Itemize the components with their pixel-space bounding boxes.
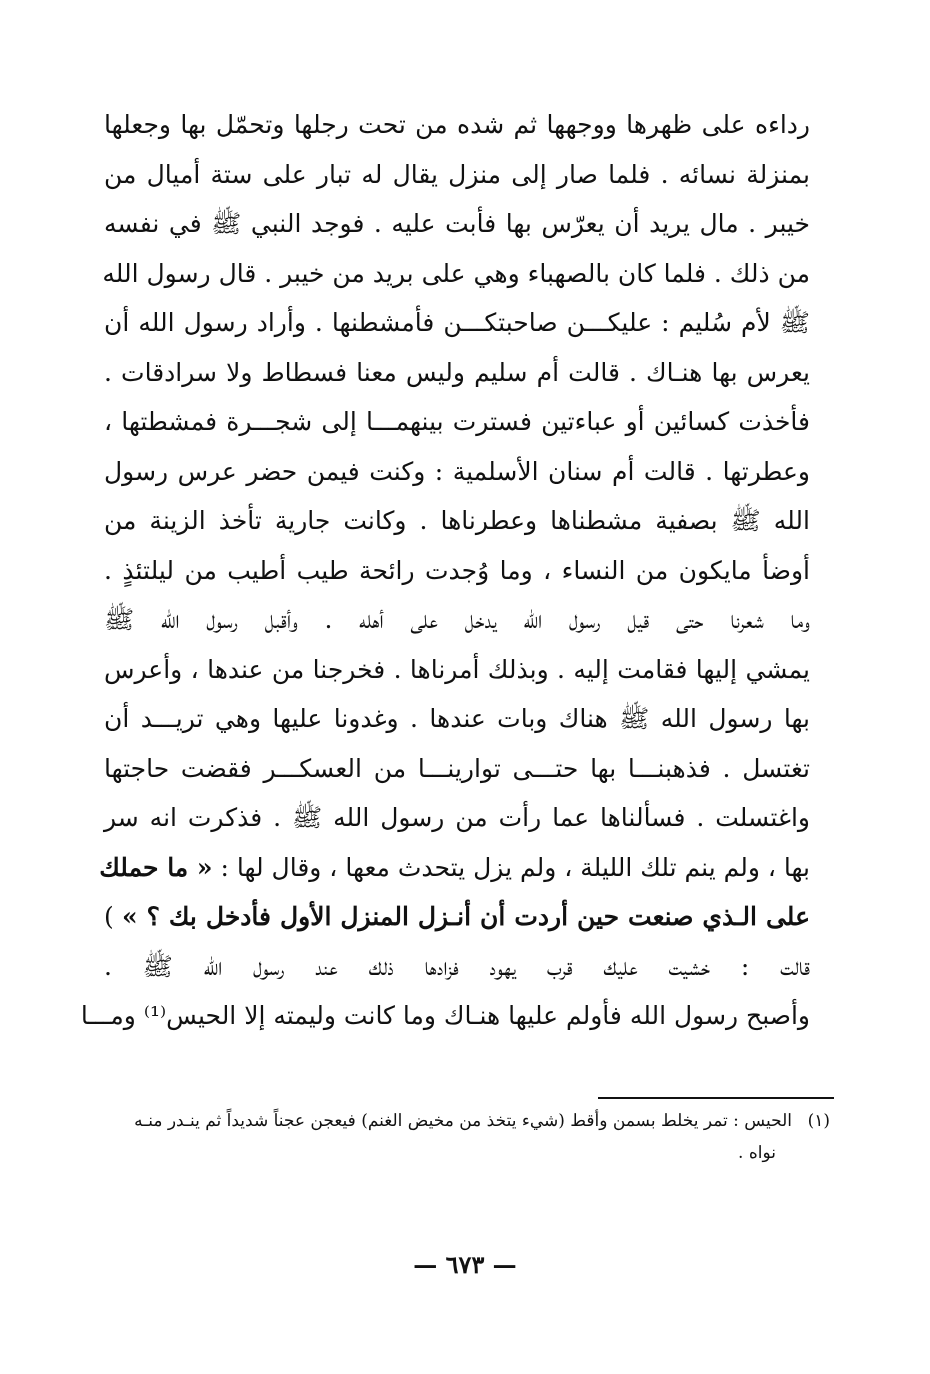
- page-number: — ٦٧٣ —: [413, 1250, 517, 1279]
- text-line: فأخذت كسائين أو عباءتين فسترت بينهمـــا إلى شجـــرة فمشطتها ،: [104, 407, 810, 436]
- text-line-quote: [104, 892, 810, 942]
- text-line: يمشي إليها فقامت إليه . وبذلك أمرناها . فخرجنا من عندها ، وأعرس: [104, 654, 810, 684]
- footnote-separator: [598, 1097, 834, 1099]
- text-line: الله ﷺ بصفية مشطناها وعطرناها . وكانت جارية تأخذ الزينة من: [104, 506, 810, 535]
- text-line: تغتسل . فذهبنـــا بها حتـــى توارينـــا من العسكـــر فقضت حاجتها: [104, 753, 810, 783]
- main-text-block: [80, 100, 810, 1041]
- footnote: [104, 1105, 830, 1169]
- text-line: يعرس بها هنـاك . قالت أم سليم وليس معنا فسطاط ولا سرادقات .: [104, 357, 810, 387]
- text-line: خيبر . مال يريد أن يعرّس بها فأبت عليه . فوجد النبي ﷺ في نفسه: [104, 209, 810, 238]
- footnote-text: الحيس : تمر يخلط بسمن وأقط (شيء يتخذ من مخيض الغنم) فيعجن عجناً شديداً ثم ينـدر منـه: [134, 1111, 792, 1131]
- closing-paren: ): [104, 902, 114, 931]
- footnote-marker: (١): [807, 1111, 830, 1131]
- text-line: رداءه على ظهرها ووجهها ثم شده من تحت رجلها وتحمّل بها وجعلها: [104, 110, 810, 139]
- text-line: وما شعرنا حتى قيل رسول الله يدخل على أهله . وأقبل رسول الله ﷺ: [104, 605, 810, 634]
- footnote-continuation: نواه .: [738, 1143, 776, 1163]
- text-line: أوضأ مايكون من النساء ، وما وُجدت رائحة طيب أطيب من ليلتئذٍ .: [104, 555, 810, 585]
- text-line: وعطرتها . قالت أم سنان الأسلمية : وكنت فيمن حضر عرس رسول: [104, 456, 810, 486]
- text-line: بمنزلة نسائه . فلما صار إلى منزل يقال له تبار على ستة أميال من: [104, 159, 810, 189]
- text-line: ﷺ لأم سُليم : عليكـــن صاحبتكـــن فأمشطنها . وأراد رسول الله أن: [104, 308, 810, 337]
- text-line-plain: بها ، ولم ينم تلك الليلة ، ولم يزل يتحدث معها ، وقال لها :: [220, 852, 810, 882]
- footnote-first-row: [104, 1105, 830, 1137]
- text-line-with-quote: [99, 843, 810, 893]
- quote-bold-start: « ما حملك: [99, 852, 213, 882]
- quote-bold: على الـذي صنعت حين أردت أن أنـزل المنزل الأول فأدخل بك ؟ »: [122, 902, 810, 931]
- text-line: واغتسلت . فسألناها عما رأت من رسول الله ﷺ . فذكرت انه سر: [104, 803, 810, 832]
- text-line: وأصبح رسول الله فأولم عليها هنـاك وما كانت وليمته إلا الحيس⁽¹⁾ ومـــا: [80, 1001, 810, 1030]
- text-line: من ذلك . فلما كان بالصهباء وهي على بريد من خيبر . قال رسول الله: [102, 258, 810, 288]
- text-line: بها رسول الله ﷺ هناك وبات عندها . وغدونا عليها وهي تريـــد أن: [104, 704, 810, 733]
- text-line: قالت : خشيت عليك قرب يهود فزادها ذلك عند رسول الله ﷺ .: [104, 951, 810, 981]
